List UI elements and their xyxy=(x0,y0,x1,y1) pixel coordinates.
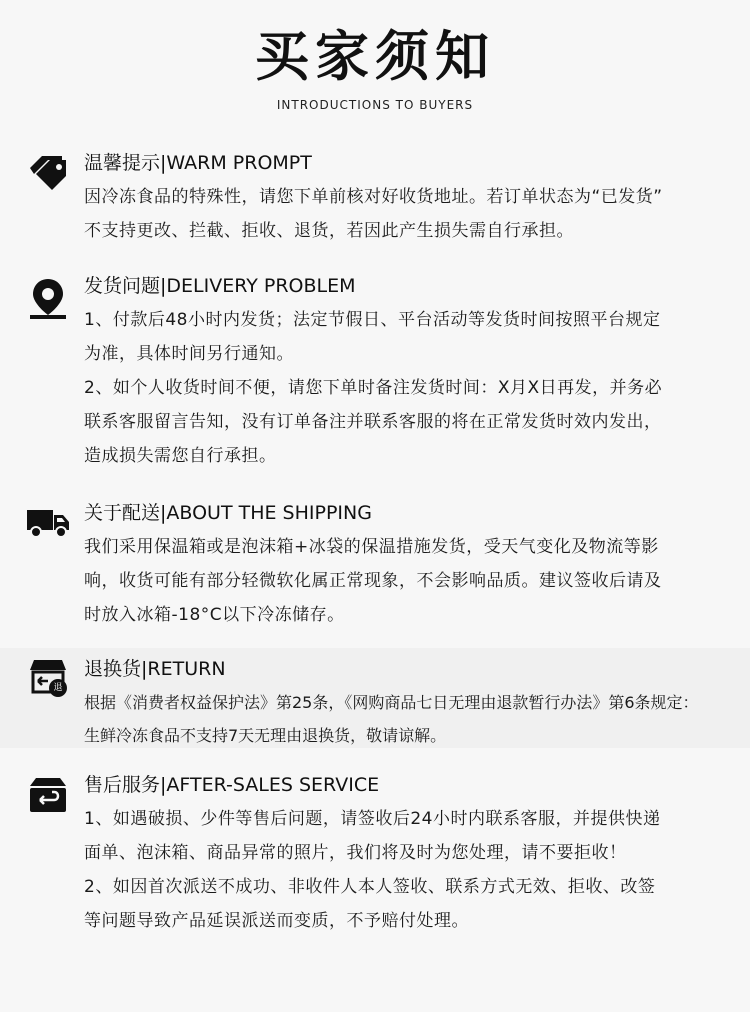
section-title: 关于配送|ABOUT THE SHIPPING xyxy=(84,502,372,524)
return-store-icon xyxy=(26,656,70,700)
tag-icon xyxy=(26,152,70,196)
text-line: 根据《消费者权益保护法》第25条，《网购商品七日无理由退款暂行办法》第6条规定： xyxy=(84,693,699,712)
location-pin-icon xyxy=(26,277,70,321)
text-line: 等问题导致产品延误派送而变质，不予赔付处理。 xyxy=(84,911,469,931)
page-header xyxy=(0,0,750,112)
text-line: 1、付款后48小时内发货；法定节假日、平台活动等发货时间按照平台规定 xyxy=(84,310,661,330)
text-line: 生鲜冷冻食品不支持7天无理由退换货，敬请谅解。 xyxy=(84,726,447,745)
text-line: 时放入冰箱-18°C以下冷冻储存。 xyxy=(84,605,345,625)
text-line: 2、如因首次派送不成功、非收件人本人签收、联系方式无效、拒收、改签 xyxy=(84,877,656,897)
section-paragraph xyxy=(84,371,734,473)
text-line: 2、如个人收货时间不便，请您下单时备注发货时间：X月X日再发，并务必 xyxy=(84,378,663,398)
section-title: 温馨提示|WARM PROMPT xyxy=(84,152,312,174)
section-title: 售后服务|AFTER-SALES SERVICE xyxy=(84,774,380,796)
section-title: 发货问题|DELIVERY PROBLEM xyxy=(84,275,356,297)
text-line: 联系客服留言告知，没有订单备注并联系客服的将在正常发货时效内发出， xyxy=(84,412,662,432)
section-paragraph xyxy=(84,180,734,248)
return-box-icon xyxy=(26,774,70,818)
text-line: 为准，具体时间另行通知。 xyxy=(84,344,294,364)
text-line: 面单、泡沫箱、商品异常的照片，我们将及时为您处理，请不要拒收！ xyxy=(84,843,627,863)
page-subtitle: INTRODUCTIONS TO BUYERS xyxy=(276,98,474,112)
section-paragraph xyxy=(84,530,734,632)
section-paragraph xyxy=(84,303,734,371)
text-line: 我们采用保温箱或是泡沫箱+冰袋的保温措施发货，受天气变化及物流等影 xyxy=(84,537,659,557)
section-paragraph xyxy=(84,802,734,870)
text-line: 造成损失需您自行承担。 xyxy=(84,446,277,466)
text-line: 1、如遇破损、少件等售后问题，请签收后24小时内联系客服，并提供快递 xyxy=(84,809,661,829)
text-line: 响，收货可能有部分轻微软化属正常现象，不会影响品质。建议签收后请及 xyxy=(84,571,662,591)
section-title: 退换货|RETURN xyxy=(84,658,226,680)
truck-icon xyxy=(26,500,70,544)
return-badge: 退 xyxy=(53,683,63,693)
section-paragraph xyxy=(84,870,734,938)
page-title: 买家须知 xyxy=(255,25,495,88)
section-paragraph xyxy=(84,686,734,752)
text-line: 不支持更改、拦截、拒收、退货，若因此产生损失需自行承担。 xyxy=(84,221,574,241)
text-line: 因冷冻食品的特殊性，请您下单前核对好收货地址。若订单状态为“已发货” xyxy=(84,187,663,207)
